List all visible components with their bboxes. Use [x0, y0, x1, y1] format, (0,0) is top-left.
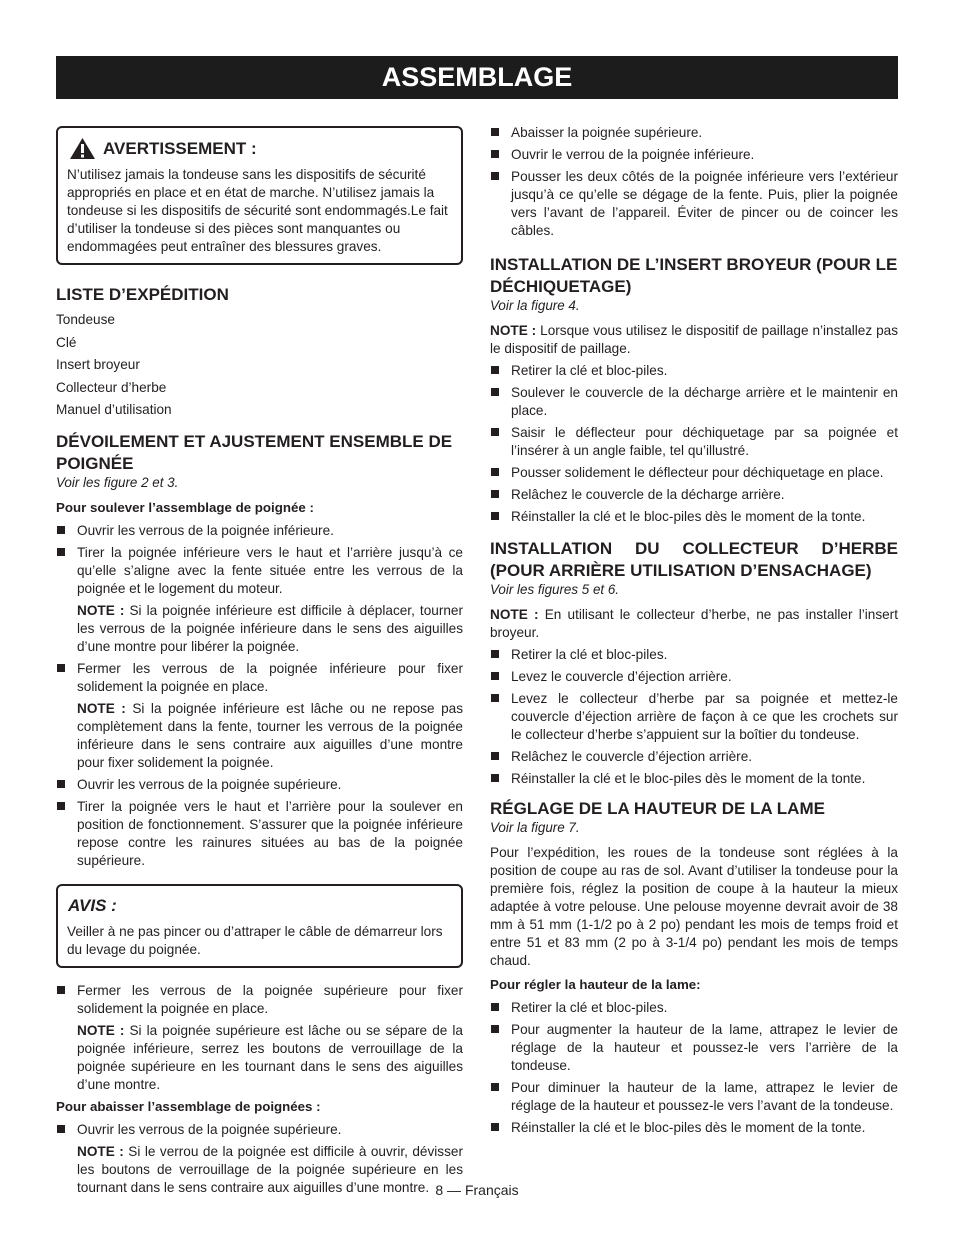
shipping-item: Manuel d’utilisation [56, 402, 172, 417]
height-list [490, 999, 898, 1137]
square-bullet-icon [57, 1125, 65, 1133]
square-bullet-icon [57, 526, 65, 534]
list-item: Relâchez le couvercle de la décharge arrière. [490, 486, 898, 504]
list-item: Ouvrir les verrous de la poignée supérieure. [56, 776, 463, 794]
shipping-item: Clé [56, 334, 77, 350]
warning-text: N’utilisez jamais la tondeuse sans les dispositifs de sécurité appropriés en place et en état de marche. N’utilisez jamais la tondeuse si les dispositifs de sécurité sont endommagés.Le fait d’utiliser la tondeuse si des pièces sont manquantes ou endommagées peut entraîner des blessures graves. [67, 167, 448, 254]
handle-raise-list [56, 522, 463, 598]
list-item: Pousser les deux côtés de la poignée inférieure vers l’extérieur jusqu’à ce qu’elle se dégage de la fente. Puis, plier la poignée vers l’avant de l’appareil. Éviter de pincer ou de coincer les câbles. [490, 168, 898, 240]
list-item: Abaisser la poignée supérieure. [490, 124, 898, 142]
square-bullet-icon [491, 1083, 499, 1091]
list-item: Pour diminuer la hauteur de la lame, attrapez le levier de réglage de la hauteur et poussez-le vers l’avant de la tondeuse. [490, 1079, 898, 1115]
list-item: Réinstaller la clé et le bloc-piles dès le moment de la tonte. [490, 770, 898, 788]
square-bullet-icon [491, 694, 499, 702]
mulch-see-figure: Voir la figure 4. [490, 298, 580, 313]
warning-title: AVERTISSEMENT : [103, 138, 257, 158]
mulch-note: NOTE : Lorsque vous utilisez le dispositif de paillage n’installez pas le dispositif de paillage. [490, 323, 898, 356]
list-item: Retirer la clé et bloc-piles. [490, 362, 898, 380]
square-bullet-icon [491, 1003, 499, 1011]
handle-note-2: NOTE : Si la poignée inférieure est lâche ou ne repose pas complètement dans la fente, tourner les verrous de la poignée inférieure dans le sens contraire aux aiguilles d’une montre pour fixer solidement la poignée. [77, 701, 463, 770]
handle-note-3: NOTE : Si la poignée supérieure est lâche ou se sépare de la poignée inférieure, serrez les boutons de verrouillage de la poignée supérieure en les tournant dans le sens des aiguilles d’une montre. [77, 1023, 463, 1092]
page-footer [0, 1182, 954, 1198]
list-item: Réinstaller la clé et le bloc-piles dès le moment de la tonte. [490, 508, 898, 526]
shipping-item: Collecteur d’herbe [56, 379, 167, 395]
square-bullet-icon [491, 366, 499, 374]
handle-raise-list-3 [56, 776, 463, 870]
list-item: Pousser solidement le déflecteur pour déchiquetage en place. [490, 464, 898, 482]
square-bullet-icon [491, 512, 499, 520]
handle-lower-list-2 [490, 124, 898, 240]
warning-title-row [67, 137, 452, 160]
square-bullet-icon [57, 802, 65, 810]
list-item: Levez le couvercle d’éjection arrière. [490, 668, 898, 686]
square-bullet-icon [491, 172, 499, 180]
avis-text: Veiller à ne pas pincer ou d’attraper le câble de démarreur lors du levage du poignée. [67, 924, 443, 957]
square-bullet-icon [491, 428, 499, 436]
list-item: Ouvrir le verrou de la poignée inférieure. [490, 146, 898, 164]
square-bullet-icon [491, 468, 499, 476]
warning-triangle-icon [69, 137, 96, 160]
list-item: Ouvrir les verrous de la poignée inférieure. [56, 522, 463, 540]
height-subheading: Pour régler la hauteur de la lame: [490, 977, 701, 992]
avis-title: AVIS : [68, 896, 117, 915]
warning-box [56, 126, 463, 265]
list-item: Levez le collecteur d’herbe par sa poignée et mettez-le couvercle d’éjection arrière de façon à ce que les crochets sur le collecteur d’herbe s’appuient sur la boîtier du tondeuse. [490, 690, 898, 744]
square-bullet-icon [491, 128, 499, 136]
list-item: Tirer la poignée vers le haut et l’arrière pour la soulever en position de fonctionnement. S’assurer que la poignée inférieure repose contre les rainures situées au bas de la poignée supérieure. [56, 798, 463, 870]
handle-raise-list-4 [56, 982, 463, 1018]
avis-box [56, 884, 463, 968]
square-bullet-icon [57, 986, 65, 994]
list-item: Réinstaller la clé et le bloc-piles dès le moment de la tonte. [490, 1119, 898, 1137]
mulch-list [490, 362, 898, 526]
list-item: Fermer les verrous de la poignée supérieure pour fixer solidement la poignée en place. [56, 982, 463, 1018]
list-item: Ouvrir les verrous de la poignée supérieure. [56, 1121, 463, 1139]
handle-note-1: NOTE : Si la poignée inférieure est difficile à déplacer, tourner les verrous de la poignée inférieure dans le sens des aiguilles d’une montre pour libérer la poignée. [77, 603, 463, 654]
bag-note: NOTE : En utilisant le collecteur d’herbe, ne pas installer l’insert broyeur. [490, 607, 898, 640]
bag-list [490, 646, 898, 788]
square-bullet-icon [491, 752, 499, 760]
handle-note-4: NOTE : Si le verrou de la poignée est difficile à ouvrir, dévisser les boutons de verrouillage de la poignée supérieure en les tournant dans le sens contraire aux aiguilles d’une montre. [77, 1144, 463, 1195]
square-bullet-icon [57, 780, 65, 788]
list-item: Saisir le déflecteur pour déchiquetage par sa poignée et l’insérer à un angle faible, tel qu’illustré. [490, 424, 898, 460]
handle-raise-list-2 [56, 660, 463, 696]
height-see-figure: Voir la figure 7. [490, 820, 580, 835]
bag-see-figure: Voir les figures 5 et 6. [490, 582, 620, 597]
list-item: Retirer la clé et bloc-piles. [490, 999, 898, 1017]
square-bullet-icon [491, 650, 499, 658]
handle-heading: DÉVOILEMENT ET AJUSTEMENT ENSEMBLE DE POIGNÉE [56, 432, 453, 473]
page-title: ASSEMBLAGE [56, 56, 898, 99]
shipping-item: Insert broyeur [56, 357, 140, 372]
height-heading: RÉGLAGE DE LA HAUTEUR DE LA LAME [490, 799, 825, 818]
shipping-item: Tondeuse [56, 312, 115, 327]
square-bullet-icon [57, 548, 65, 556]
list-item: Soulever le couvercle de la décharge arrière et le maintenir en place. [490, 384, 898, 420]
list-item: Fermer les verrous de la poignée inférieure pour fixer solidement la poignée en place. [56, 660, 463, 696]
page-number: 8 — Français [435, 1182, 519, 1198]
list-item: Tirer la poignée inférieure vers le haut et l’arrière jusqu’à ce qu’elle s’aligne avec la fente située entre les verrous de la poignée et le logement du moteur. [56, 544, 463, 598]
handle-lower-list [56, 1121, 463, 1139]
list-item: Relâchez le couvercle d’éjection arrière. [490, 748, 898, 766]
handle-lower-subheading: Pour abaisser l’assemblage de poignées : [56, 1099, 321, 1114]
square-bullet-icon [491, 150, 499, 158]
left-column [56, 124, 463, 1201]
square-bullet-icon [491, 490, 499, 498]
square-bullet-icon [491, 1123, 499, 1131]
square-bullet-icon [491, 774, 499, 782]
square-bullet-icon [57, 664, 65, 672]
mulch-heading: INSTALLATION DE L’INSERT BROYEUR (POUR LE DÉCHIQUETAGE) [490, 255, 898, 296]
handle-see-figure: Voir les figure 2 et 3. [56, 475, 179, 490]
shipping-heading: LISTE D’EXPÉDITION [56, 285, 229, 304]
right-column [490, 124, 898, 1141]
bag-heading: INSTALLATION DU COLLECTEUR D’HERBE (POUR ARRIÈRE UTILISATION D’ENSACHAGE) [490, 539, 898, 580]
list-item: Retirer la clé et bloc-piles. [490, 646, 898, 664]
list-item: Pour augmenter la hauteur de la lame, attrapez le levier de réglage de la hauteur et poussez-le vers l’arrière de la tondeuse. [490, 1021, 898, 1075]
square-bullet-icon [491, 672, 499, 680]
square-bullet-icon [491, 388, 499, 396]
handle-raise-subheading: Pour soulever l’assemblage de poignée : [56, 500, 314, 515]
shipping-list [56, 311, 463, 419]
height-paragraph: Pour l’expédition, les roues de la tondeuse sont réglées à la position de coupe au ras de sol. Avant d’utiliser la tondeuse pour la première fois, réglez la position de coupe à la hauteur la mieux adaptée à votre pelouse. Une pelouse moyenne devrait avoir de 38 mm à 51 mm (1-1/2 po à 2 po) pendant les mois de temps froid et entre 51 et 83 mm (2 po à 3-1/4 po) pendant les mois de temps chaud. [490, 845, 898, 968]
square-bullet-icon [491, 1025, 499, 1033]
